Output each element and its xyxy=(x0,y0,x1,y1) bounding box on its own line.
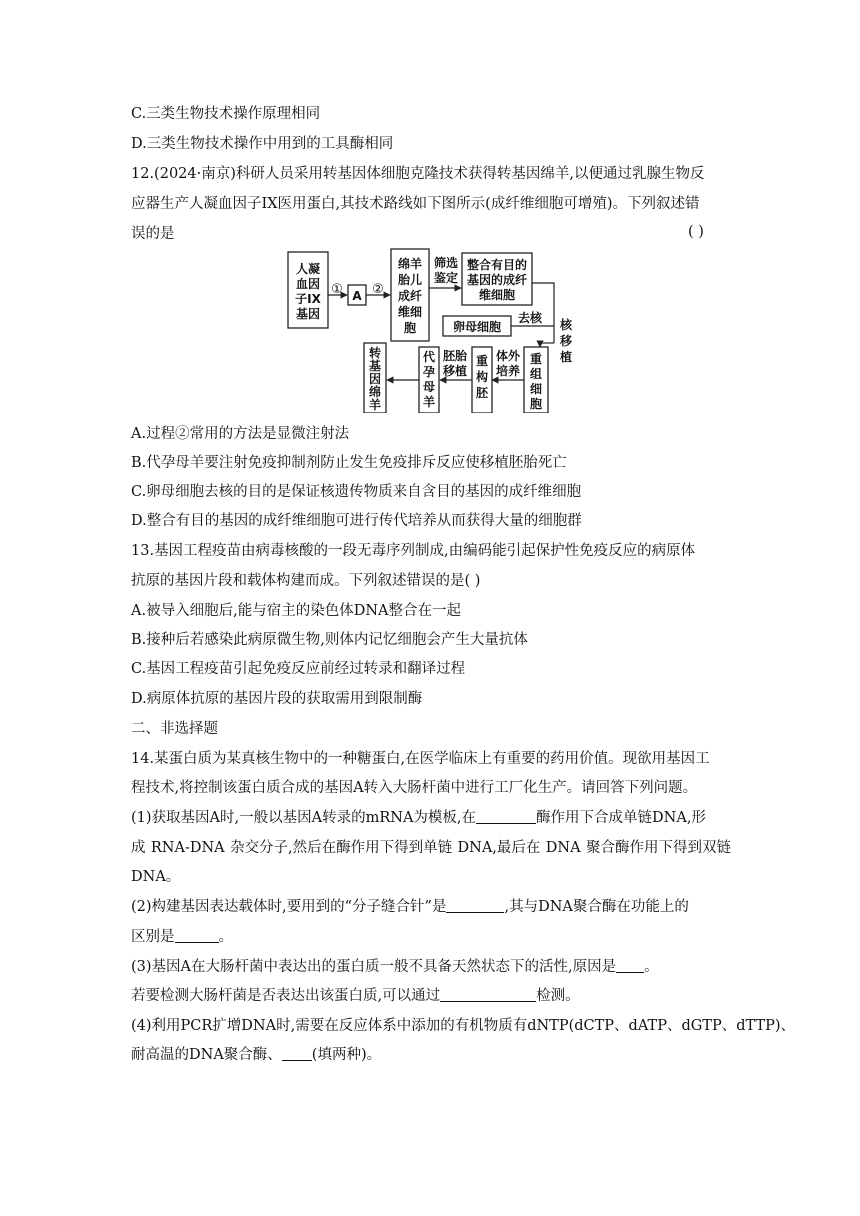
q14-part1-l2-w6: 聚合酶作用下得到双链 xyxy=(585,840,731,856)
label-enucleate: 去核 xyxy=(517,311,543,325)
q14-stem-line1: 14.某蛋白质为某真核生物中的一种糖蛋白,在医学临床上有重要的药用价值。现欲用基因工 xyxy=(131,751,710,767)
box-reconstructed-embryo xyxy=(472,347,492,413)
box-result-line-5: 羊 xyxy=(368,398,382,412)
q14-part2-text-a: (2)构建基因表达载体时,要用到的“分子缝合针”是 xyxy=(131,899,447,915)
box-oocyte-label: 卵母细胞 xyxy=(452,320,502,334)
q14-part1-line2 xyxy=(131,838,731,858)
box-integrated-line-3: 维细胞 xyxy=(478,288,516,302)
box-integrated-line-1: 整合有目的 xyxy=(466,258,528,272)
cloning-flow-diagram xyxy=(280,243,580,413)
box-factor-ix-gene xyxy=(288,252,328,328)
box-recomb-line-1: 重 xyxy=(529,352,543,366)
q14-part3-text-a: (3)基因A在大肠杆菌中表达出的蛋白质一般不具备天然状态下的活性,原因是 xyxy=(131,959,617,975)
q13-stem-line1: 13.基因工程疫苗由病毒核酸的一段无毒序列制成,由编码能引起保护性免疫反应的病原体 xyxy=(131,543,696,559)
label-transfer-line-2: 移植 xyxy=(442,364,468,378)
q12-stem-line3: 误的是 xyxy=(131,226,175,242)
answer-blank-2[interactable] xyxy=(446,898,504,913)
answer-blank-3[interactable] xyxy=(175,928,219,943)
box-oocyte xyxy=(443,316,511,336)
q12-stem-line1: 12.(2024·南京)科研人员采用转基因体细胞克隆技术获得转基因绵羊,以便通过乳腺生物反 xyxy=(131,166,705,182)
box-surrogate-line-4: 羊 xyxy=(422,395,436,409)
q14-part1-text-b: 酶作用下合成单链DNA,形 xyxy=(536,810,706,826)
box-embryo-line-3: 胚 xyxy=(475,386,489,400)
q14-part1-line1 xyxy=(131,808,706,828)
box-embryo-line-2: 构 xyxy=(475,370,489,384)
box-embryo-line-1: 重 xyxy=(475,354,489,368)
step-1-label: ① xyxy=(331,282,343,297)
q14-part2-text-b: ,其与DNA聚合酶在功能上的 xyxy=(504,899,689,915)
q14-part1-text-a: (1)获取基因A时,一般以基因A转录的mRNA为模板,在 xyxy=(131,810,477,826)
box-recombinant-cell xyxy=(524,347,548,413)
q14-part3-text-d: 检测。 xyxy=(536,988,580,1004)
q12-stem-line2: 应器生产人凝血因子IX医用蛋白,其技术路线如下图所示(成纤维细胞可增殖)。下列叙述错 xyxy=(131,196,700,212)
option-c-prev: C.三类生物技术操作原理相同 xyxy=(131,106,321,122)
answer-blank-6[interactable] xyxy=(282,1046,312,1061)
q14-part4-text-b: 耐高温的DNA聚合酶、 xyxy=(131,1047,282,1063)
q14-part1-l2-w2: RNA-DNA xyxy=(150,840,225,856)
q14-part1-l2-w5: DNA xyxy=(545,840,581,856)
q14-part4-line2 xyxy=(131,1045,381,1065)
q14-part3-text-c: 若要检测大肠杆菌是否表达出该蛋白质,可以通过 xyxy=(131,988,441,1004)
box-surrogate-ewe xyxy=(419,347,439,413)
box-surrogate-line-3: 母 xyxy=(422,380,436,394)
box-gene-line-1: 人凝 xyxy=(295,262,321,276)
q14-part1-l2-w4: DNA,最后在 xyxy=(457,840,541,856)
q14-stem-line2: 程技术,将控制该蛋白质合成的基因A转入大肠杆菌中进行工厂化生产。请回答下列问题。 xyxy=(131,780,698,796)
box-recomb-line-2: 组 xyxy=(529,367,543,381)
label-nt-2: 移 xyxy=(559,334,573,348)
label-screen-line-1: 筛选 xyxy=(433,256,459,270)
label-culture-line-2: 培养 xyxy=(495,364,521,378)
box-a-label: A xyxy=(352,289,362,303)
q13-option-b: B.接种后若感染此病原微生物,则体内记忆细胞会产生大量抗体 xyxy=(131,632,528,648)
q14-part1-line3: DNA。 xyxy=(131,869,181,885)
q14-part3-text-b: 。 xyxy=(644,959,659,975)
box-gene-line-3: 子IX xyxy=(295,292,321,306)
q14-part3-line2 xyxy=(131,986,580,1006)
q14-part2-text-c: 区别是 xyxy=(131,929,175,945)
box-recomb-line-3: 细 xyxy=(529,382,543,396)
box-surrogate-line-2: 孕 xyxy=(422,365,436,379)
box-a xyxy=(348,285,366,305)
q12-answer-paren: ( ) xyxy=(688,224,704,240)
box-integrated-line-2: 基因的成纤 xyxy=(466,273,528,287)
q13-stem-line2: 抗原的基因片段和载体构建而成。下列叙述错误的是( ) xyxy=(131,573,481,589)
q14-part1-l2-w1: 成 xyxy=(131,840,146,856)
box-fibro-line-3: 成纤 xyxy=(397,289,423,303)
box-fibro-line-5: 胞 xyxy=(403,321,417,335)
option-d-prev: D.三类生物技术操作中用到的工具酶相同 xyxy=(131,136,394,152)
box-result-line-1: 转 xyxy=(368,346,382,360)
box-gene-line-2: 血因 xyxy=(295,277,321,291)
box-transgenic-sheep xyxy=(364,343,386,413)
label-nt-1: 核 xyxy=(559,318,573,332)
q12-option-c: C.卵母细胞去核的目的是保证核遗传物质来自含目的基因的成纤维细胞 xyxy=(131,484,582,500)
q13-option-c: C.基因工程疫苗引起免疫反应前经过转录和翻译过程 xyxy=(131,661,466,677)
q14-part2-text-d: 。 xyxy=(218,929,233,945)
q14-part4-text-c: (填两种)。 xyxy=(311,1047,382,1063)
q13-option-a: A.被导入细胞后,能与宿主的染色体DNA整合在一起 xyxy=(131,603,461,619)
q12-option-d: D.整合有目的基因的成纤维细胞可进行传代培养从而获得大量的细胞群 xyxy=(131,513,582,529)
answer-blank-1[interactable] xyxy=(476,809,536,824)
label-transfer-line-1: 胚胎 xyxy=(442,349,468,363)
box-integrated-fibroblast xyxy=(462,253,532,305)
box-result-line-4: 绵 xyxy=(368,385,382,399)
section-heading: 二、非选择题 xyxy=(131,721,218,737)
box-surrogate-line-1: 代 xyxy=(422,350,436,364)
q13-option-d: D.病原体抗原的基因片段的获取需用到限制酶 xyxy=(131,691,423,707)
q12-option-b: B.代孕母羊要注射免疫抑制剂防止发生免疫排斥反应使移植胚胎死亡 xyxy=(131,455,567,471)
label-nt-3: 植 xyxy=(559,350,573,364)
box-fibro-line-1: 绵羊 xyxy=(397,257,423,271)
answer-blank-4[interactable] xyxy=(616,958,644,973)
label-screen-line-2: 鉴定 xyxy=(433,271,459,285)
q14-part1-l2-w3: 杂交分子,然后在酶作用下得到单链 xyxy=(230,840,453,856)
box-fibro-line-2: 胎儿 xyxy=(397,273,423,287)
box-recomb-line-4: 胞 xyxy=(529,397,543,411)
step-2-label: ② xyxy=(372,282,384,297)
box-fibro-line-4: 维细 xyxy=(397,305,423,319)
answer-blank-5[interactable] xyxy=(440,987,536,1002)
q14-part2-line1 xyxy=(131,897,689,917)
box-gene-line-4: 基因 xyxy=(295,307,321,321)
box-result-line-2: 基 xyxy=(368,359,382,373)
q14-part4-line1: (4)利用PCR扩增DNA时,需要在反应体系中添加的有机物质有dNTP(dCTP、dATP、dGTP、dTTP)、 xyxy=(131,1018,796,1034)
box-fetal-fibroblast xyxy=(391,249,429,341)
q14-part3-line1 xyxy=(131,957,659,977)
label-culture-line-1: 体外 xyxy=(495,349,521,363)
q12-option-a: A.过程②常用的方法是显微注射法 xyxy=(131,426,350,442)
box-result-line-3: 因 xyxy=(368,372,382,386)
q14-part2-line2 xyxy=(131,927,233,947)
